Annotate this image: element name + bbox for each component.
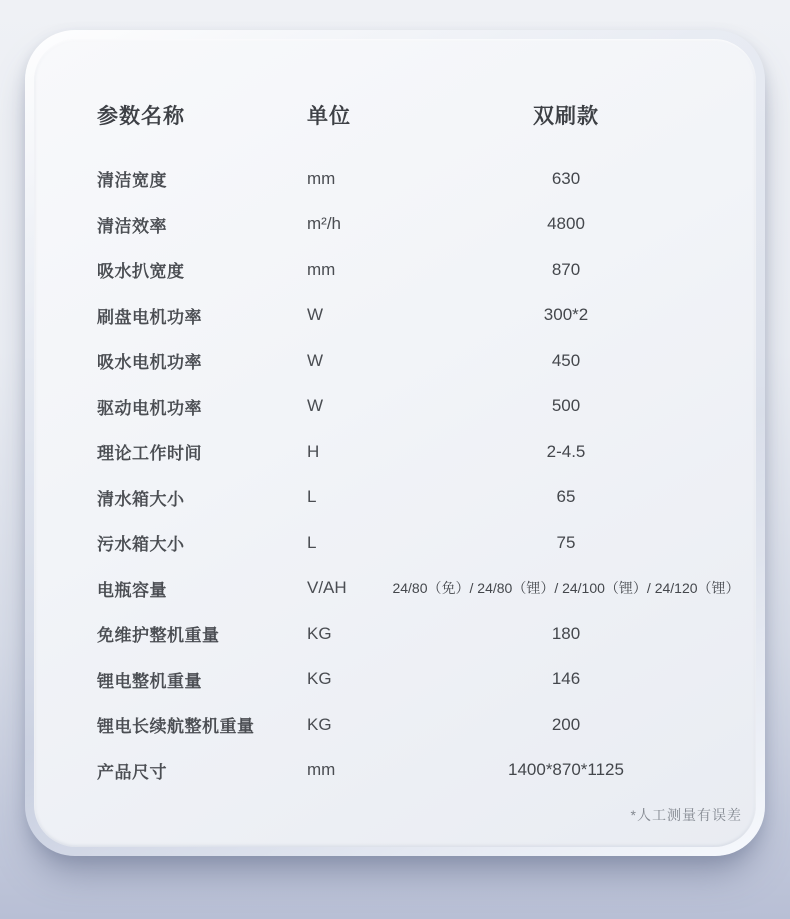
param-name-cell: 刷盘电机功率: [97, 307, 202, 327]
param-value-cell: 450: [551, 350, 581, 370]
param-value-cell: 180: [551, 623, 581, 643]
param-name-cell: 免维护整机重量: [97, 626, 220, 646]
param-unit-cell: W: [307, 396, 324, 416]
param-value-cell: 1400*870*1125: [508, 760, 624, 780]
param-value-cell: 146: [551, 669, 581, 689]
header-unit: 单位: [307, 105, 351, 128]
param-name-cell: 清洁效率: [97, 216, 167, 236]
param-unit-cell: mm: [307, 259, 336, 279]
spec-card: [34, 39, 756, 847]
param-unit-cell: KG: [307, 714, 332, 734]
param-unit-cell: V/AH: [307, 578, 347, 598]
param-unit-cell: W: [307, 350, 324, 370]
table-row: [97, 429, 740, 475]
table-row: [97, 156, 740, 202]
table-row: [97, 384, 740, 430]
param-value-cell: 2-4.5: [546, 441, 586, 461]
param-name-cell: 驱动电机功率: [97, 398, 202, 418]
param-unit-cell: mm: [307, 168, 336, 188]
header-param-name: 参数名称: [97, 105, 185, 128]
table-row: [97, 566, 740, 612]
table-row: [97, 657, 740, 703]
param-value-cell: 24/80（免）/ 24/80（锂）/ 24/100（锂）/ 24/120（锂）: [392, 580, 740, 597]
param-unit-cell: KG: [307, 669, 332, 689]
param-value-cell: 75: [556, 532, 576, 552]
param-unit-cell: m²/h: [307, 214, 341, 234]
param-name-cell: 清水箱大小: [97, 489, 185, 509]
header-model: 双刷款: [533, 105, 599, 128]
param-name-cell: 电瓶容量: [97, 580, 167, 600]
param-name-cell: 清洁宽度: [97, 171, 167, 191]
table-row: [97, 475, 740, 521]
param-name-cell: 污水箱大小: [97, 535, 185, 555]
param-value-cell: 65: [556, 487, 576, 507]
param-name-cell: 理论工作时间: [97, 444, 202, 464]
param-name-cell: 锂电整机重量: [97, 671, 202, 691]
param-unit-cell: W: [307, 305, 324, 325]
param-name-cell: 吸水扒宽度: [97, 262, 185, 282]
param-name-cell: 产品尺寸: [97, 762, 167, 782]
param-value-cell: 4800: [547, 214, 585, 234]
measurement-disclaimer: *人工测量有误差: [630, 807, 742, 823]
param-unit-cell: L: [307, 532, 317, 552]
param-unit-cell: mm: [307, 760, 336, 780]
param-value-cell: 870: [551, 259, 581, 279]
param-name-cell: 锂电长续航整机重量: [97, 717, 255, 737]
param-unit-cell: L: [307, 487, 317, 507]
param-value-cell: 630: [551, 168, 581, 188]
spec-card-glass-frame: [25, 30, 765, 856]
table-row: [97, 520, 740, 566]
table-row: [97, 293, 740, 339]
spec-table: [34, 39, 756, 847]
table-header-row: [97, 91, 740, 139]
table-body: [97, 156, 740, 793]
table-row: [97, 338, 740, 384]
table-row: [97, 702, 740, 748]
table-row: [97, 202, 740, 248]
param-name-cell: 吸水电机功率: [97, 353, 202, 373]
table-row: [97, 611, 740, 657]
param-value-cell: 300*2: [543, 305, 589, 325]
param-unit-cell: H: [307, 441, 320, 461]
param-value-cell: 500: [551, 396, 581, 416]
param-value-cell: 200: [551, 714, 581, 734]
table-row: [97, 748, 740, 794]
table-row: [97, 247, 740, 293]
param-unit-cell: KG: [307, 623, 332, 643]
